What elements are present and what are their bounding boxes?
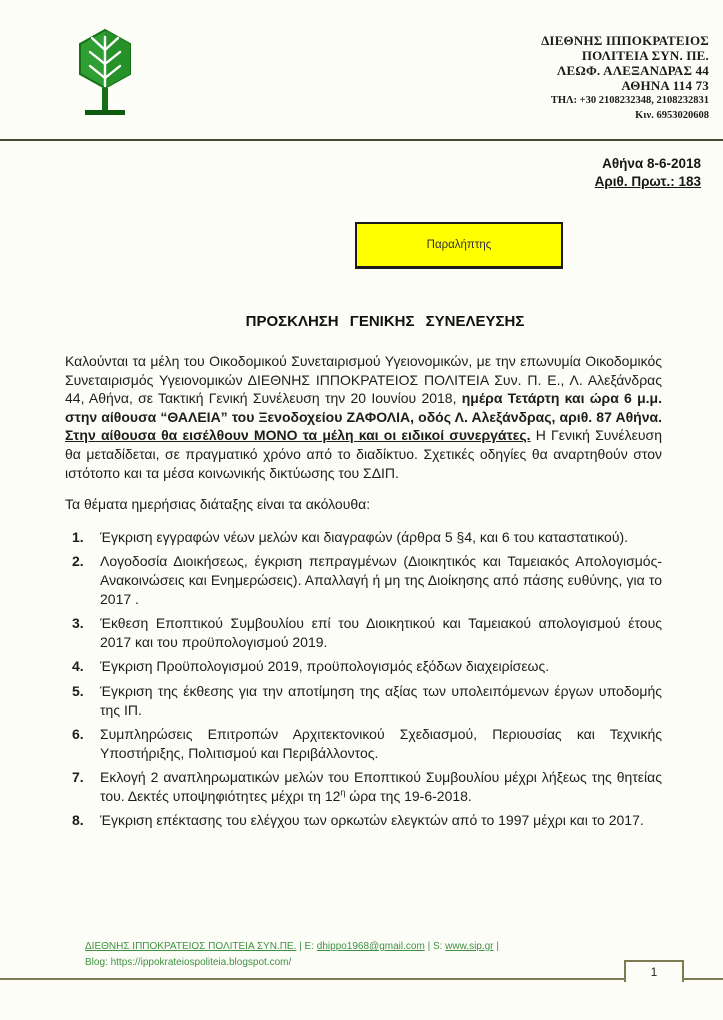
document-title: ΠΡΟΣΚΛΗΣΗ ΓΕΝΙΚΗΣ ΣΥΝΕΛΕΥΣΗΣ — [245, 313, 525, 330]
footer-org-name: ΔΙΕΘΝΗΣ ΙΠΠΟΚΡΑΤΕΙΟΣ ΠΟΛΙΤΕΙΑ ΣΥΝ.ΠΕ. — [85, 941, 297, 952]
agenda-item-number: 8. — [72, 812, 84, 829]
footer-blog-line — [85, 955, 499, 971]
agenda-item-8 — [65, 811, 662, 830]
agenda-list — [65, 528, 662, 830]
recipient-label: Παραλήπτης — [426, 239, 492, 251]
agenda-item-4 — [65, 657, 662, 676]
letterhead-org-block — [541, 33, 709, 123]
org-address-city: ΑΘΗΝΑ 114 73 — [621, 78, 709, 93]
footer-blog-link[interactable]: https://ippokrateiospoliteia.blogspot.com/ — [110, 957, 292, 968]
intro-paragraph — [65, 352, 662, 482]
agenda-item-number: 5. — [72, 682, 84, 699]
agenda-item-6 — [65, 725, 662, 762]
footer-blog-label: Blog: — [85, 957, 108, 968]
agenda-item-7-post: ώρα της 19-6-2018. — [345, 787, 472, 804]
agenda-item-text: Έγκριση της έκθεσης για την αποτίμηση της αξίας των υπολειπόμενων έργων υποδομής της ΙΠ. — [100, 682, 662, 718]
org-logo — [78, 28, 132, 120]
agenda-item-7-ordinal-suffix: η — [340, 787, 346, 798]
green-tree-cube-icon — [78, 28, 132, 120]
agenda-item-2 — [65, 552, 662, 608]
intro-paragraph-bold-underline: Στην αίθουσα θα εισέλθουν ΜΟΝΟ τα μέλη και οι ειδικοί συνεργάτες. — [65, 427, 531, 444]
org-address-street: ΛΕΩΦ. ΑΛΕΞΑΝΔΡΑΣ 44 — [556, 63, 709, 78]
agenda-item-text: Συμπληρώσεις Επιτροπών Αρχιτεκτονικού Σχεδιασμού, Περιουσίας και Τεχνικής Υποστήριξης, Πολιτισμού και Περιβάλλοντος. — [100, 726, 662, 761]
footer-website-link[interactable]: www.sip.gr — [445, 941, 494, 952]
footer-separator: | S: — [427, 941, 443, 952]
dateline-block — [595, 156, 701, 189]
footer — [85, 939, 499, 971]
page-number: 1 — [650, 965, 658, 979]
city-date: Αθήνα 8-6-2018 — [602, 156, 701, 171]
footer-email-link[interactable]: dhippo1968@gmail.com — [316, 941, 425, 952]
intro-paragraph-tail: Η Γενική Συνέλευση θα μεταδίδεται, σε πραγματικό χρόνο από το διαδίκτυο. Σχετικές οδηγίες θα αναρτηθούν στον ιστότοπο και τα μέσα κοινωνικής δικτύωσης του ΣΔΙΠ. — [65, 427, 662, 481]
agenda-item-number: 6. — [72, 726, 84, 743]
agenda-item-7-pre: Εκλογή 2 αναπληρωματικών μελών του Εποπτικού Συμβουλίου μέχρι λήξεως της θητείας του. Δεκτές υποψηφιότητες μέχρι τη 12 — [100, 769, 662, 804]
footer-contact-line — [85, 939, 499, 955]
org-name-line-1: ΔΙΕΘΝΗΣ ΙΠΠΟΚΡΑΤΕΙΟΣ — [541, 33, 709, 48]
agenda-item-number: 4. — [72, 658, 84, 675]
agenda-item-5 — [65, 682, 662, 719]
footer-separator: | — [496, 941, 499, 952]
org-mobile: Κιν. 6953020608 — [635, 110, 709, 121]
agenda-item-text: Λογοδοσία Διοικήσεως, έγκριση πεπραγμένων (Διοικητικός και Ταμειακός Απολογισμός-Ανακοινώσεις και Ενημερώσεις). Απαλλαγή ή μη της Διοίκησης από πάσης ευθύνης, για το 2017 . — [100, 553, 662, 607]
recipient-field[interactable] — [355, 222, 563, 269]
agenda-item-text: Έγκριση επέκτασης του ελέγχου των ορκωτών ελεγκτών από το 1997 μέχρι και το 2017. — [100, 812, 644, 829]
page-number-box — [624, 960, 684, 982]
agenda-item-3 — [65, 614, 662, 651]
intro-paragraph-regular: Καλούνται τα μέλη του Οικοδομικού Συνεταιρισμού Υγειονομικών, με την επωνυμία Οικοδομικός Συνεταιρισμός Υγειονομικών ΔΙΕΘΝΗΣ ΙΠΠΟΚΡΑΤΕΙΟΣ ΠΟΛΙΤΕΙΑ Συν. Π. Ε., Λ. Αλεξάνδρας 44, Αθήνα, σε Τακτική Γενική Συνέλευση την 20 Ιουνίου 2018, — [65, 353, 662, 407]
header-divider — [0, 139, 723, 141]
agenda-intro: Τα θέματα ημερήσιας διάταξης είναι τα ακόλουθα: — [65, 496, 371, 513]
document-body — [65, 352, 662, 836]
agenda-item-text: Έκθεση Εποπτικού Συμβουλίου επί του Διοικητικού και Ταμειακού απολογισμού έτους 2017 και του προϋπολογισμού 2019. — [100, 615, 662, 650]
agenda-item-text: Έγκριση εγγραφών νέων μελών και διαγραφών (άρθρα 5 §4, και 6 του καταστατικού). — [100, 528, 629, 545]
footer-divider — [0, 978, 723, 980]
agenda-item-number: 7. — [72, 769, 84, 786]
intro-paragraph-bold: ημέρα Τετάρτη και ώρα 6 μ.μ. στην αίθουσα “ΘΑΛΕΙΑ” του Ξενοδοχείου ΖΑΦΟΛΙΑ, οδός Λ. Αλεξάνδρας, αριθ. 87 Αθήνα. — [65, 390, 662, 425]
org-name-line-2: ΠΟΛΙΤΕΙΑ ΣΥΝ. ΠΕ. — [581, 48, 709, 63]
agenda-item-number: 2. — [72, 553, 84, 570]
agenda-item-text — [100, 768, 662, 805]
agenda-item-7 — [65, 768, 662, 805]
agenda-item-1 — [65, 528, 662, 547]
footer-separator: | Ε: — [299, 941, 314, 952]
agenda-item-number: 3. — [72, 615, 84, 632]
agenda-item-text: Έγκριση Προϋπολογισμού 2019, προϋπολογισμός εξόδων διαχειρίσεως. — [100, 658, 550, 675]
agenda-item-number: 1. — [72, 528, 84, 545]
org-phone: ΤΗΛ: +30 2108232348, 2108232831 — [550, 95, 709, 106]
protocol-number: Αριθ. Πρωτ.: 183 — [594, 174, 701, 189]
